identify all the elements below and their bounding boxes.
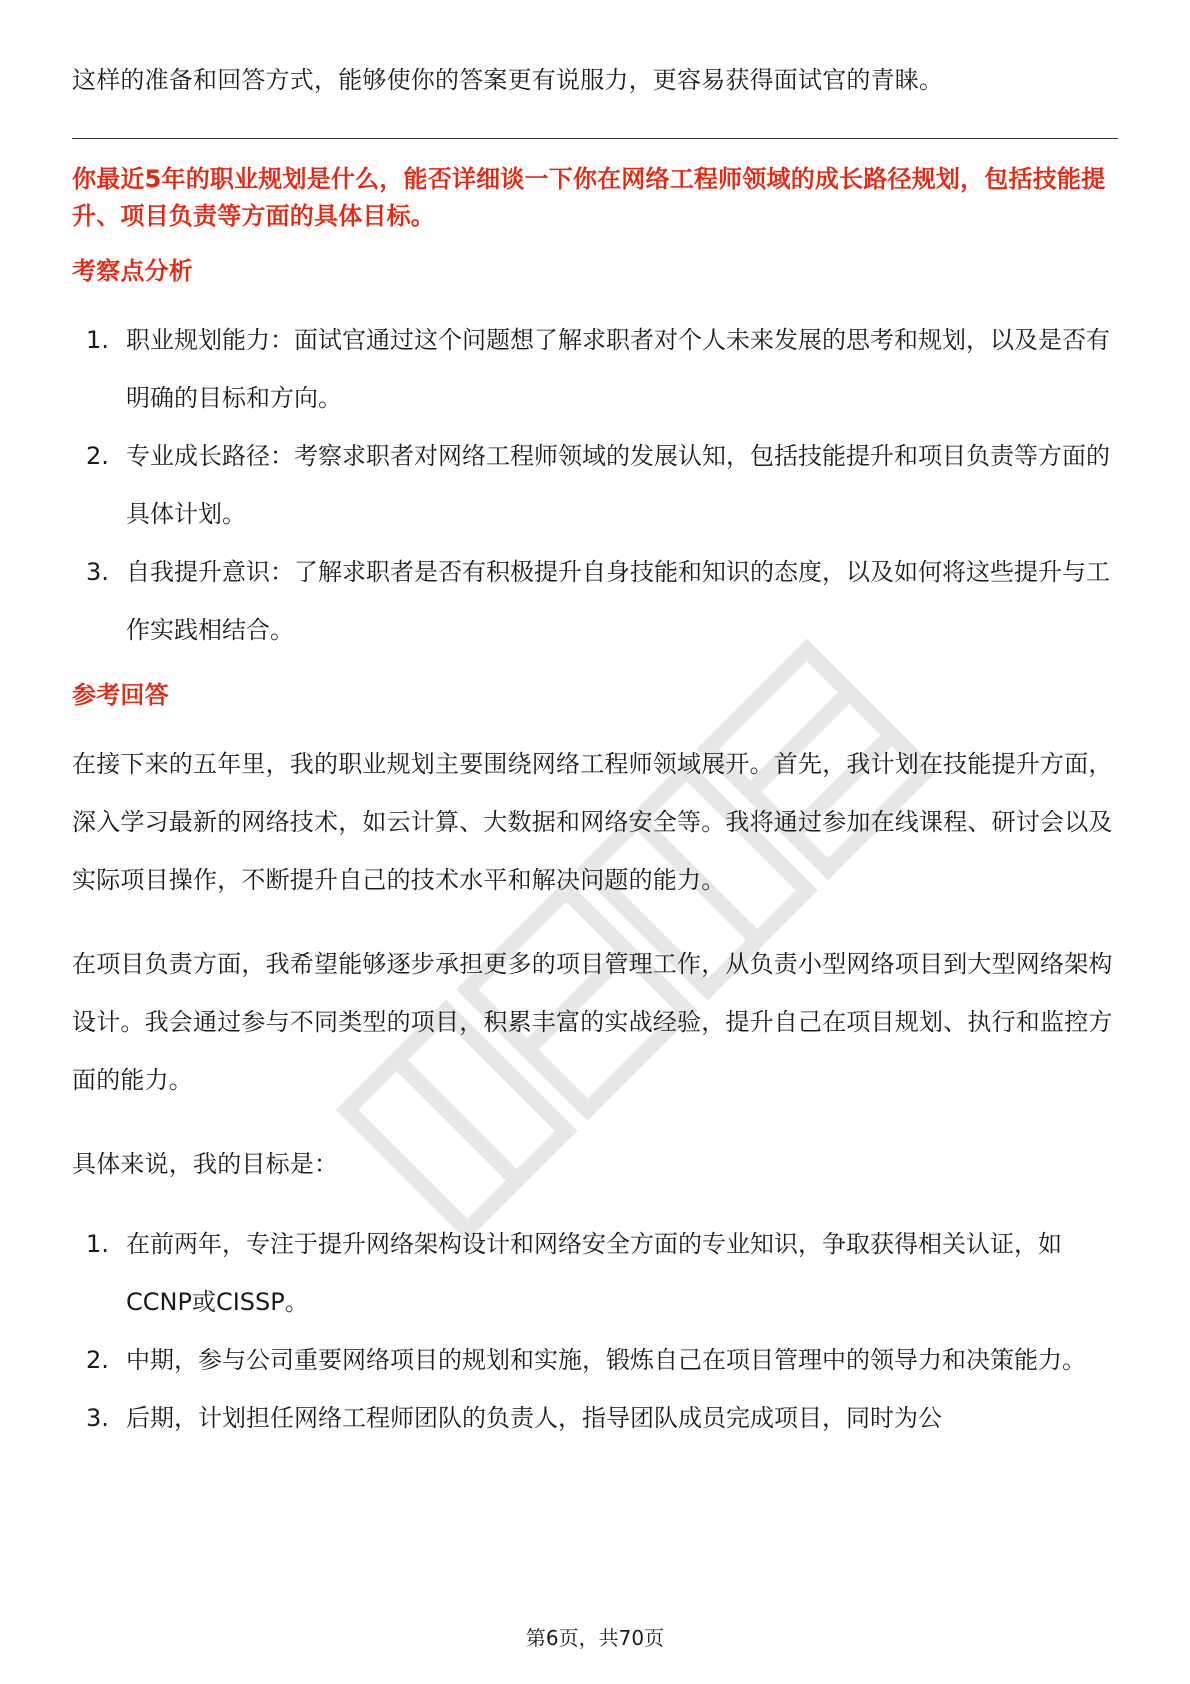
question-heading: 你最近5年的职业规划是什么，能否详细谈一下你在网络工程师领域的成长路径规划，包括技能提升、项目负责等方面的具体目标。 <box>72 165 1106 230</box>
analysis-item <box>72 311 1118 427</box>
list-number: 3. <box>86 1404 109 1432</box>
page-content <box>72 62 1118 1447</box>
list-number: 2. <box>86 1346 109 1374</box>
list-number: 2. <box>86 442 109 470</box>
goal-item <box>72 1389 1118 1447</box>
answer-paragraph: 具体来说，我的目标是： <box>72 1150 339 1178</box>
goals-list <box>72 1215 1118 1447</box>
analysis-title: 考察点分析 <box>72 257 193 285</box>
list-item-text: 专业成长路径：考察求职者对网络工程师领域的发展认知，包括技能提升和项目负责等方面的具体计划。 <box>126 442 1110 528</box>
list-item-text: 自我提升意识：了解求职者是否有积极提升自身技能和知识的态度，以及如何将这些提升与工作实践相结合。 <box>126 558 1110 644</box>
list-number: 3. <box>86 558 109 586</box>
analysis-item <box>72 427 1118 543</box>
intro-paragraph: 这样的准备和回答方式，能够使你的答案更有说服力，更容易获得面试官的青睐。 <box>72 66 944 94</box>
answer-paragraph: 在接下来的五年里，我的职业规划主要围绕网络工程师领域展开。首先，我计划在技能提升方面，深入学习最新的网络技术，如云计算、大数据和网络安全等。我将通过参加在线课程、研讨会以及实际项目操作，不断提升自己的技术水平和解决问题的能力。 <box>72 750 1113 894</box>
goal-item <box>72 1215 1118 1331</box>
answer-title: 参考回答 <box>72 681 169 709</box>
analysis-list <box>72 311 1118 659</box>
section-divider <box>72 138 1118 139</box>
list-item-text: 中期，参与公司重要网络项目的规划和实施，锻炼自己在项目管理中的领导力和决策能力。 <box>126 1346 1086 1374</box>
list-number: 1. <box>86 1230 109 1258</box>
analysis-item <box>72 543 1118 659</box>
answer-paragraph: 在项目负责方面，我希望能够逐步承担更多的项目管理工作，从负责小型网络项目到大型网络架构设计。我会通过参与不同类型的项目，积累丰富的实战经验，提升自己在项目规划、执行和监控方面的能力。 <box>72 950 1113 1094</box>
goal-item <box>72 1331 1118 1389</box>
page-number-footer: 第6页，共70页 <box>525 1626 665 1650</box>
list-item-text: 后期，计划担任网络工程师团队的负责人，指导团队成员完成项目，同时为公 <box>126 1404 942 1432</box>
list-item-text: 职业规划能力：面试官通过这个问题想了解求职者对个人未来发展的思考和规划，以及是否有明确的目标和方向。 <box>126 326 1110 412</box>
list-item-text: 在前两年，专注于提升网络架构设计和网络安全方面的专业知识，争取获得相关认证，如CCNP或CISSP。 <box>126 1230 1062 1316</box>
list-number: 1. <box>86 326 109 354</box>
